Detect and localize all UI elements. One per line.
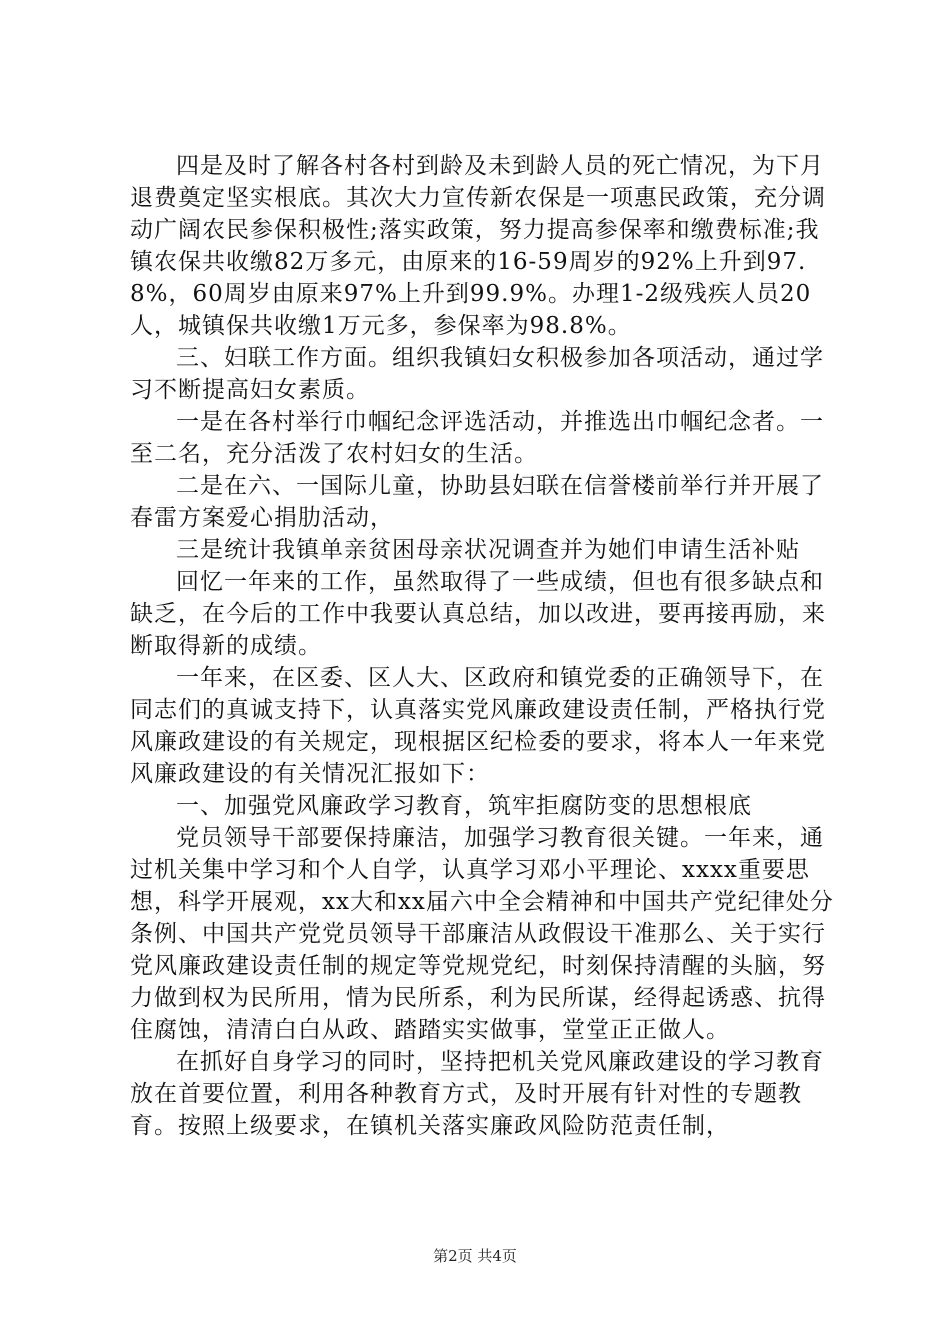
body-text-section-two: [130, 566, 842, 1142]
body-text-section-one: [130, 150, 842, 566]
section-heading: 一、加强党风廉政学习教育，筑牢拒腐防变的思想根底: [176, 793, 752, 819]
paragraph: 二是在六、一国际儿童，协助县妇联在信誉楼前举行并开展了春雷方案爱心捐肋活动，: [130, 473, 824, 531]
paragraph: 一年来，在区委、区人大、区政府和镇党委的正确领导下，在同志们的真诚支持下，认真落实党风廉政建设责任制，严格执行党风廉政建设的有关规定，现根据区纪检委的要求，将本人一年来党风廉政建设的有关情况汇报如下：: [130, 665, 826, 787]
paragraph: 三是统计我镇单亲贫困母亲状况调查并为她们申请生活补贴: [176, 537, 800, 563]
paragraph: 回忆一年来的工作，虽然取得了一些成绩，但也有很多缺点和缺乏，在今后的工作中我要认真总结，加以改进，要再接再励，来断取得新的成绩。: [130, 569, 826, 659]
paragraph: 在抓好自身学习的同时，坚持把机关党风廉政建设的学习教育放在首要位置，利用各种教育方式，及时开展有针对性的专题教育。按照上级要求，在镇机关落实廉政风险防范责任制，: [130, 1049, 824, 1139]
paragraph: 一是在各村举行巾帼纪念评选活动，并推选出巾帼纪念者。一至二名，充分活泼了农村妇女的生活。: [130, 409, 824, 467]
paragraph: 党员领导干部要保持廉洁，加强学习教育很关键。一年来，通过机关集中学习和个人自学，认真学习邓小平理论、xxxx重要思想，科学开展观，xx大和xx届六中全会精神和中国共产党纪律处分条例、中国共产党党员领导干部廉洁从政假设干准那么、关于实行党风廉政建设责任制的规定等党规党纪，时刻保持清醒的头脑，努力做到权为民所用，情为民所系，利为民所谋，经得起诱惑、抗得住腐蚀，清清白白从政、踏踏实实做事，堂堂正正做人。: [130, 825, 834, 1043]
page-footer: 第2页 共4页: [433, 1247, 517, 1265]
paragraph: 四是及时了解各村各村到龄及未到龄人员的死亡情况，为下月退费奠定坚实根底。其次大力宣传新农保是一项惠民政策，充分调动广阔农民参保积极性;落实政策，努力提高参保率和缴费标准;我镇农保共收缴82万多元，由原来的16-59周岁的92%上升到97.8%，60周岁由原来97%上升到99.9%。办理1-2级残疾人员20人，城镇保共收缴1万元多，参保率为98.8%。: [130, 153, 826, 339]
paragraph: 三、妇联工作方面。组织我镇妇女积极参加各项活动，通过学习不断提高妇女素质。: [130, 345, 824, 403]
